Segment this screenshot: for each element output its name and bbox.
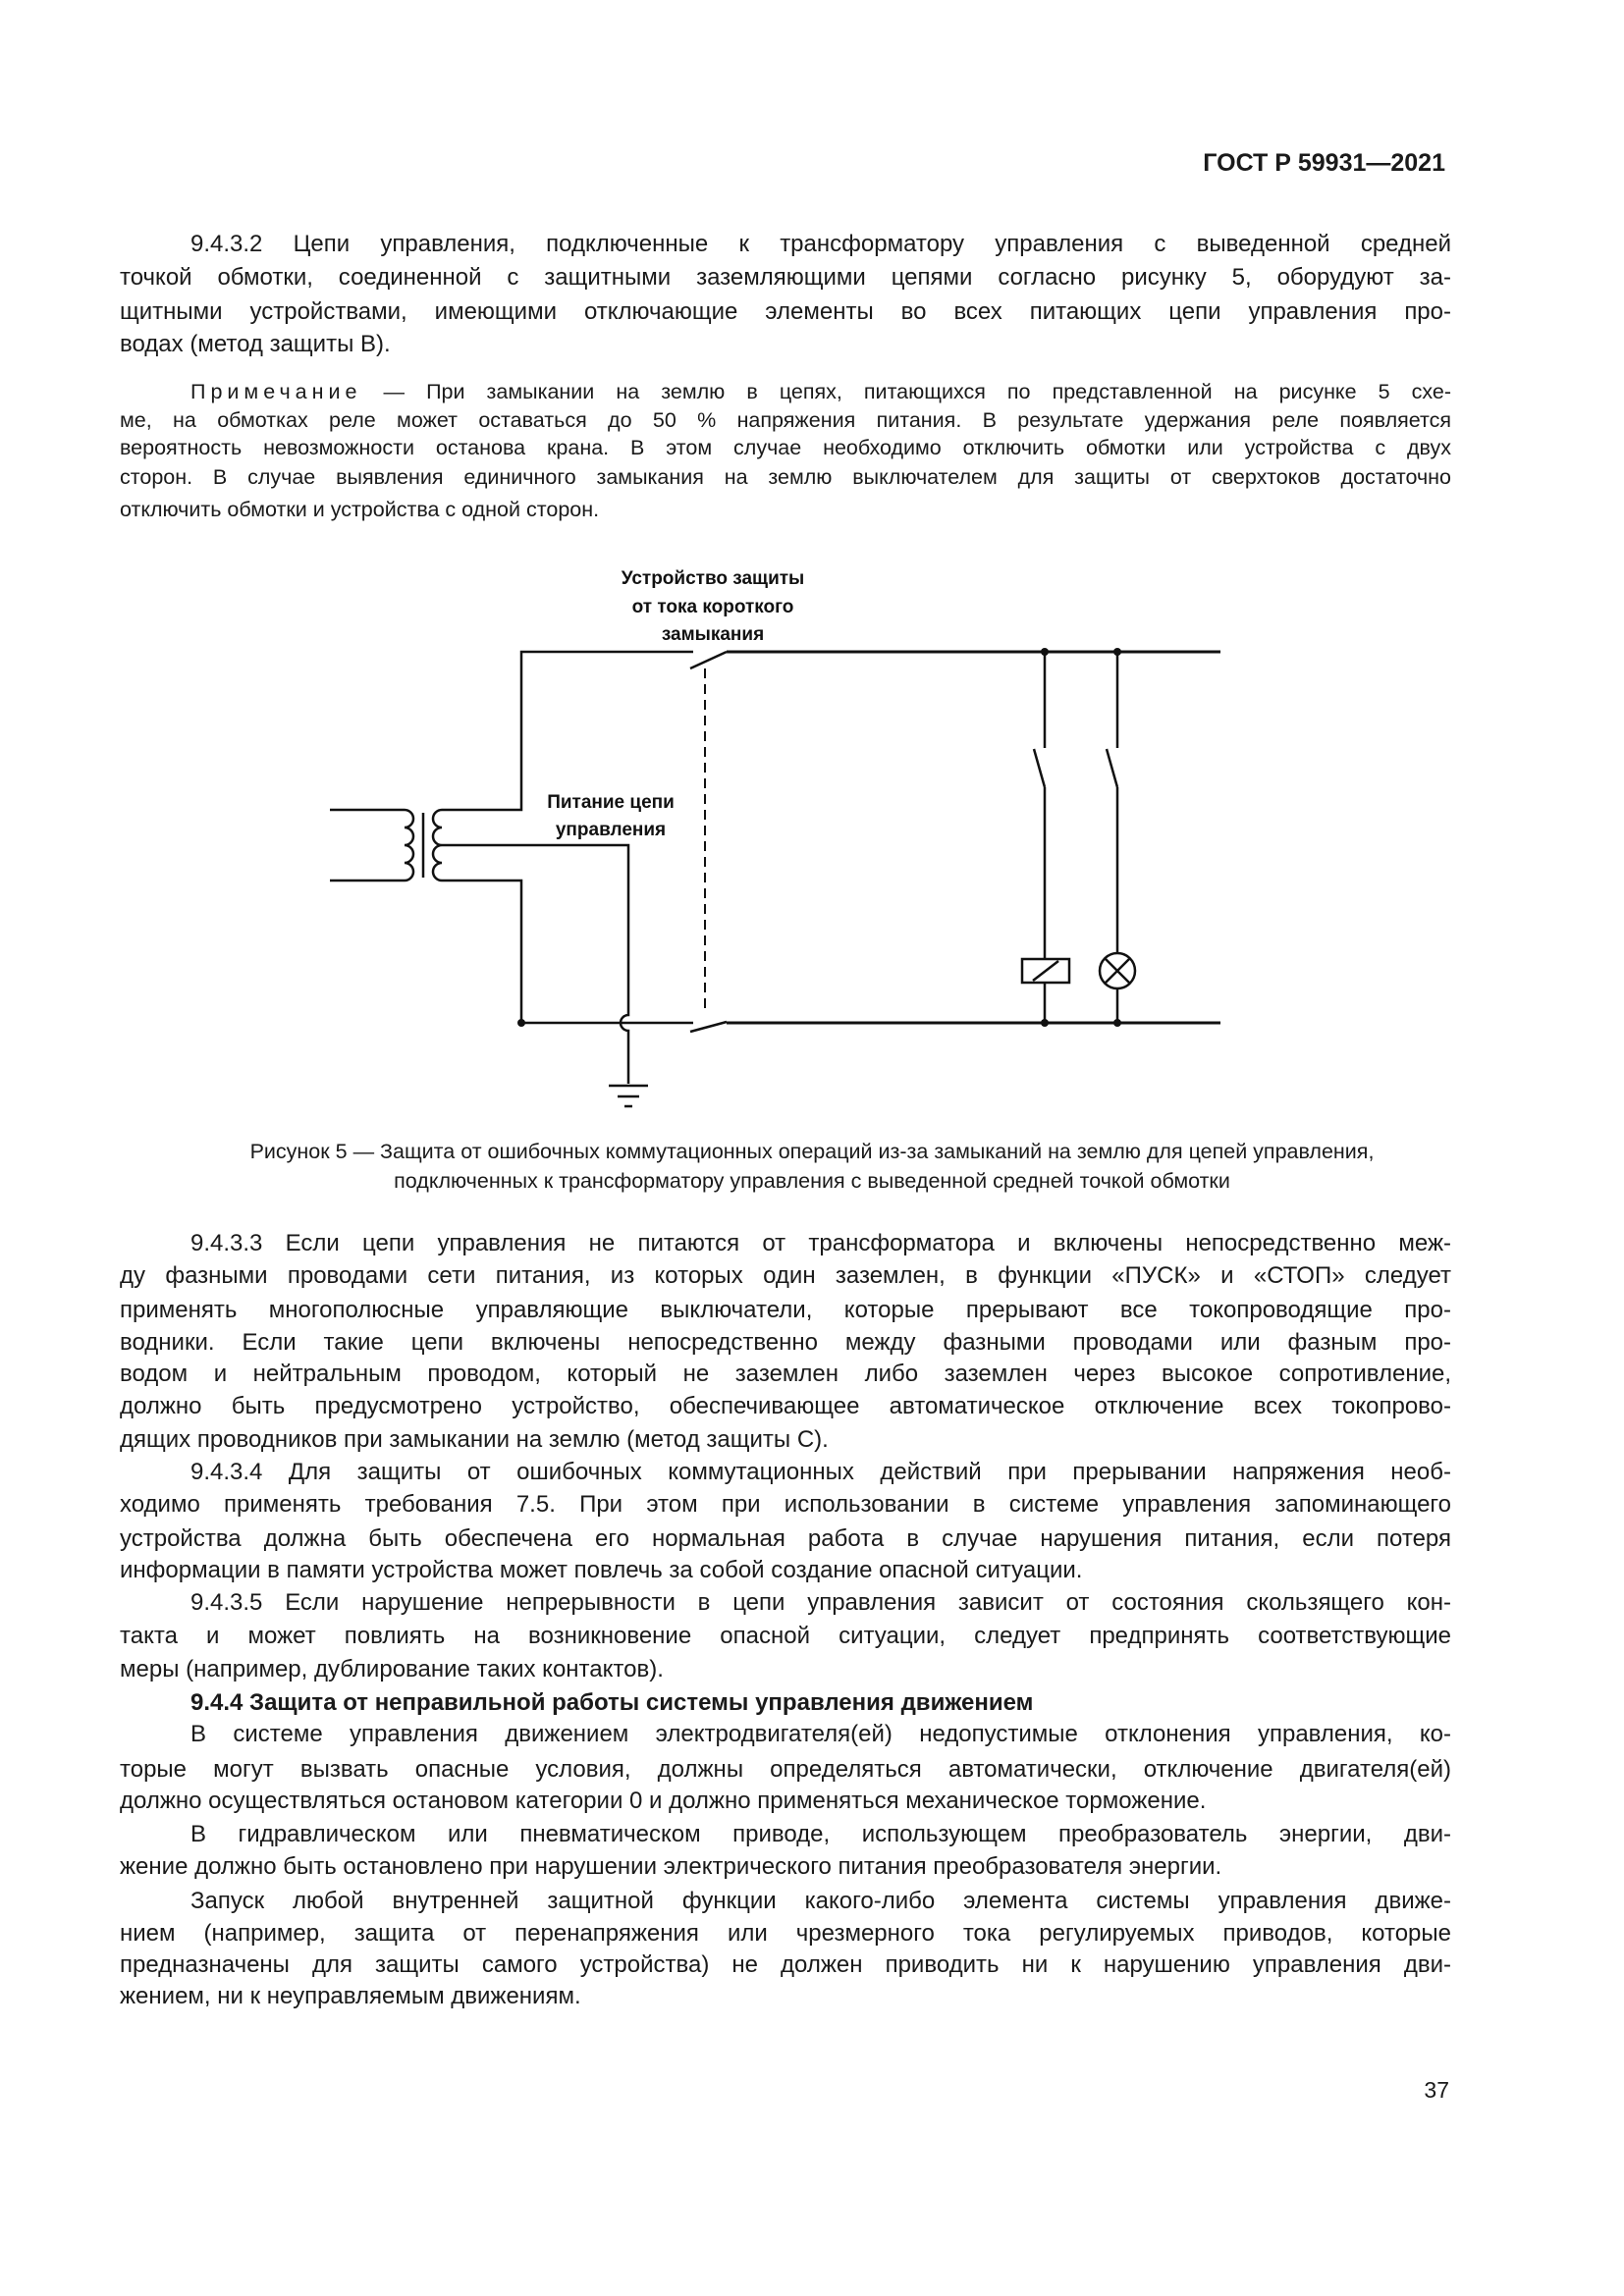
junction-dot	[1041, 1019, 1049, 1027]
device-label: от тока короткого	[631, 597, 794, 617]
paragraph-line: В гидравлическом или пневматическом приводе, использующем преобразователь энергии, дви-	[190, 1821, 1451, 1847]
paragraph-line: ходимо применять требования 7.5. При этом при использовании в системе управления запоминающего	[120, 1491, 1451, 1518]
section-heading: 9.4.4 Защита от неправильной работы системы управления движением	[190, 1689, 1034, 1716]
supply-wire-top	[442, 652, 693, 810]
secondary-winding	[433, 810, 442, 881]
junction-dot	[1113, 1019, 1121, 1027]
paragraph-line: ду фазными проводами сети питания, из которых один заземлен, в функции «ПУСК» и «СТОП» следует	[120, 1262, 1451, 1289]
device-label: Устройство защиты	[621, 568, 805, 589]
paragraph-line: водом и нейтральным проводом, который не заземлен либо заземлен через высокое сопротивление,	[120, 1361, 1451, 1387]
control-bus-lines	[727, 652, 1220, 1023]
paragraph-line: 9.4.3.2 Цепи управления, подключенные к трансформатору управления с выведенной средней	[190, 231, 1451, 257]
paragraph-line: 9.4.3.5 Если нарушение непрерывности в цепи управления зависит от состояния скользящего кон-	[190, 1589, 1451, 1616]
paragraph-line: должно осуществляться остановом категории 0 и должно применяться механическое торможение.	[120, 1788, 1207, 1814]
protective-device-contacts	[690, 652, 727, 1032]
lamp-branch	[1107, 652, 1117, 1023]
note-line: ме, на обмотках реле может оставаться до 50 % напряжения питания. В результате удержания реле появляется	[120, 408, 1451, 432]
supply-label: Питание цепи	[547, 792, 675, 813]
junction-dot	[1113, 648, 1121, 656]
note-line: отключить обмотки и устройства с одной сторон.	[120, 498, 600, 521]
supply-wire-bottom	[442, 881, 693, 1023]
note-text: — При замыкании на землю в цепях, питающихся по представленной на рисунке 5 схе-	[361, 380, 1451, 403]
figure-caption: Рисунок 5 — Защита от ошибочных коммутационных операций из-за замыканий на землю для цепей управления,	[249, 1140, 1375, 1163]
paragraph-line: нием (например, защита от перенапряжения или чрезмерного тока регулируемых приводов, которые	[120, 1920, 1451, 1947]
relay-branch	[1034, 652, 1045, 1023]
paragraph-line: устройства должна быть обеспечена его нормальная работа в случае нарушения питания, если потеря	[120, 1525, 1451, 1552]
junction-dot	[517, 1019, 525, 1027]
paragraph-line: 9.4.3.3 Если цепи управления не питаются от трансформатора и включены непосредственно меж-	[190, 1230, 1451, 1256]
primary-leads	[330, 810, 405, 881]
lamp-cross	[1105, 958, 1130, 984]
paragraph-line: Запуск любой внутренней защитной функции какого-либо элемента системы управления движе-	[190, 1888, 1451, 1914]
paragraph-line: точкой обмотки, соединенной с защитными заземляющими цепями согласно рисунку 5, оборудуют за-	[120, 264, 1451, 291]
paragraph-line: В системе управления движением электродвигателя(ей) недопустимые отклонения управления, ко-	[190, 1721, 1451, 1747]
relay-coil-slash	[1033, 961, 1058, 981]
figure-caption: подключенных к трансформатору управления с выведенной средней точкой обмотки	[394, 1169, 1230, 1193]
document-code: ГОСТ Р 59931—2021	[1203, 149, 1445, 177]
note-line: вероятность невозможности останова крана. В этом случае необходимо отключить обмотки или устройства с двух	[120, 436, 1451, 459]
paragraph-line: предназначены для защиты самого устройства) не должен приводить ни к нарушению управления дви-	[120, 1951, 1451, 1978]
paragraph-line: такта и может повлиять на возникновение опасной ситуации, следует предпринять соответствующие	[120, 1623, 1451, 1649]
primary-winding	[405, 810, 413, 881]
paragraph-line: 9.4.3.4 Для защиты от ошибочных коммутационных действий при прерывании напряжения необ-	[190, 1459, 1451, 1485]
paragraph-line: жение должно быть остановлено при нарушении электрического питания преобразователя энергии.	[120, 1853, 1222, 1880]
page-number: 37	[1424, 2077, 1449, 2103]
paragraph-line: информации в памяти устройства может повлечь за собой создание опасной ситуации.	[120, 1557, 1083, 1583]
supply-label: управления	[555, 820, 667, 840]
paragraph-line: торые могут вызвать опасные условия, должны определяться автоматически, отключение двигателя(ей)	[120, 1756, 1451, 1783]
note-line: сторон. В случае выявления единичного замыкания на землю выключателем для защиты от сверхтоков достаточно	[120, 465, 1451, 489]
junction-dot	[1041, 648, 1049, 656]
paragraph-line: щитными устройствами, имеющими отключающие элементы во всех питающих цепи управления про-	[120, 298, 1451, 325]
paragraph-line: жением, ни к неуправляемым движениям.	[120, 1983, 581, 2009]
paragraph-line: водники. Если такие цепи включены непосредственно между фазными проводами или фазным про-	[120, 1329, 1451, 1356]
device-label: замыкания	[661, 624, 765, 645]
ground-icon	[609, 1086, 648, 1106]
paragraph-line: должно быть предусмотрено устройство, обеспечивающее автоматическое отключение всех токопрово-	[120, 1393, 1451, 1419]
paragraph-line: применять многополюсные управляющие выключатели, которые прерывают все токопроводящие про-	[120, 1297, 1451, 1323]
line-text: водах (метод защиты B).	[120, 331, 391, 357]
paragraph-line: дящих проводников при замыкании на землю (метод защиты C).	[120, 1426, 829, 1453]
paragraph-line: меры (например, дублирование таких контактов).	[120, 1656, 664, 1682]
note-label: Примечание	[190, 380, 362, 403]
